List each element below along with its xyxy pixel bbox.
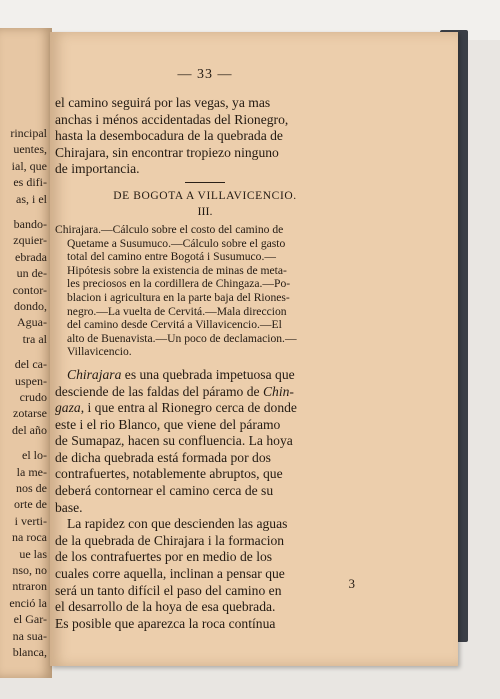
text-line: de dicha quebrada está formada por dos bbox=[55, 449, 271, 465]
chapter-summary bbox=[55, 223, 355, 359]
section-rule bbox=[185, 182, 225, 183]
text-line: del camino desde Cervitá a Villavicencio.—El bbox=[67, 318, 282, 332]
text-line: Quetame a Susumuco.—Cálculo sobre el gasto bbox=[67, 236, 286, 250]
text-line: este i el rio Blanco, que viene del páramo bbox=[55, 416, 281, 432]
left-page-line: uspen- bbox=[15, 373, 47, 388]
text-line: Villavicencio. bbox=[67, 345, 132, 359]
intro-paragraph bbox=[55, 95, 355, 178]
section-number: III. bbox=[197, 203, 213, 218]
left-page-line: es difi- bbox=[13, 175, 47, 190]
left-page-line: Agua- bbox=[17, 315, 47, 330]
left-page-line: contor- bbox=[12, 282, 47, 297]
text-line: Es posible que aparezca la roca contínua bbox=[55, 615, 276, 631]
left-page-line: enció la bbox=[9, 595, 47, 610]
text-line: les preciosos en la cordillera de Chingaza.—Po- bbox=[67, 277, 291, 291]
left-page bbox=[0, 28, 52, 678]
left-page-line: ue las bbox=[19, 546, 47, 561]
text-line: negro.—La vuelta de Cervitá.—Mala direccion bbox=[67, 304, 287, 318]
left-page-line: el lo- bbox=[22, 448, 47, 463]
left-page-line: uentes, bbox=[13, 142, 47, 157]
left-page-line: rincipal bbox=[10, 126, 47, 140]
text-line: el desarrollo de la hoya de esa quebrada. bbox=[55, 599, 276, 615]
text-line: total del camino entre Bogotá i Susumuco.— bbox=[67, 250, 276, 264]
text-line: Chirajara, sin encontrar tropiezo ninguno bbox=[55, 144, 279, 160]
left-page-line: zotarse bbox=[13, 406, 47, 421]
text-line: el camino seguirá por las vegas, ya mas bbox=[55, 95, 271, 110]
left-page-line: na sua- bbox=[12, 628, 47, 643]
text-line: gaza, i que entra al Rionegro cerca de donde bbox=[55, 400, 297, 416]
left-page-line: na roca bbox=[12, 530, 47, 545]
text-line: base. bbox=[55, 499, 83, 515]
text-line: de Sumapaz, hacen su confluencia. La hoya bbox=[55, 433, 293, 449]
left-page-line: blanca, bbox=[12, 645, 47, 659]
page-text bbox=[55, 67, 355, 632]
text-line: alto de Buenavista.—Un poco de declamacion.— bbox=[67, 331, 297, 345]
text-line: contrafuertes, notablemente abruptos, que bbox=[55, 466, 283, 482]
left-page-line: crudo bbox=[19, 390, 47, 404]
left-page-line: del año bbox=[12, 422, 47, 437]
text-line: deberá contornear el camino cerca de su bbox=[55, 483, 274, 499]
left-page-line: un de- bbox=[16, 266, 47, 281]
paragraph-chirajara bbox=[55, 367, 355, 516]
text-line: será un tanto difícil el paso del camino en bbox=[55, 582, 282, 598]
left-page-line: nso, no bbox=[12, 563, 47, 577]
left-page-line: dondo, bbox=[14, 299, 47, 313]
left-page-line: orte de bbox=[14, 497, 47, 512]
left-page-line: el Gar- bbox=[13, 612, 47, 627]
text-line: cuales corre aquella, inclinan a pensar que bbox=[55, 566, 285, 582]
signature-mark: 3 bbox=[348, 576, 355, 591]
text-line: de los contrafuertes por en medio de los bbox=[55, 549, 273, 565]
left-page-line: zquier- bbox=[13, 233, 47, 248]
text-line: Hipótesis sobre la existencia de minas de meta- bbox=[67, 263, 287, 277]
text-line: La rapidez con que descienden las aguas bbox=[67, 516, 288, 532]
left-page-line: ntraron bbox=[12, 579, 47, 594]
section-heading: DE BOGOTA A VILLAVICENCIO. bbox=[113, 189, 297, 202]
left-page-line: as, i el bbox=[16, 191, 47, 206]
text-line: de la quebrada de Chirajara i la formacion bbox=[55, 532, 285, 548]
text-line: de importancia. bbox=[55, 161, 140, 177]
text-line: Chirajara.—Cálculo sobre el costo del camino de bbox=[55, 222, 284, 236]
left-page-line: nos de bbox=[16, 481, 47, 495]
left-page-line: del ca- bbox=[14, 357, 47, 372]
left-page-line: bando- bbox=[13, 217, 47, 231]
left-page-line: ial, que bbox=[11, 158, 47, 173]
text-line: anchas i ménos accidentadas del Rionegro, bbox=[55, 111, 289, 127]
left-page-line: ebrada bbox=[15, 249, 47, 264]
text-line: Chirajara es una quebrada impetuosa que bbox=[67, 366, 295, 382]
page-number: — 33 — bbox=[177, 67, 233, 82]
left-page-line: i verti- bbox=[14, 513, 47, 528]
text-line: blacion i agricultura en la parte baja del Riones- bbox=[67, 290, 290, 304]
left-page-line: tra al bbox=[22, 331, 47, 346]
paragraph-rapidez bbox=[55, 516, 355, 632]
left-page-line: la me- bbox=[16, 464, 47, 479]
text-line: hasta la desembocadura de la quebrada de bbox=[55, 128, 283, 144]
text-line: desciende de las faldas del páramo de Chin- bbox=[55, 383, 294, 399]
